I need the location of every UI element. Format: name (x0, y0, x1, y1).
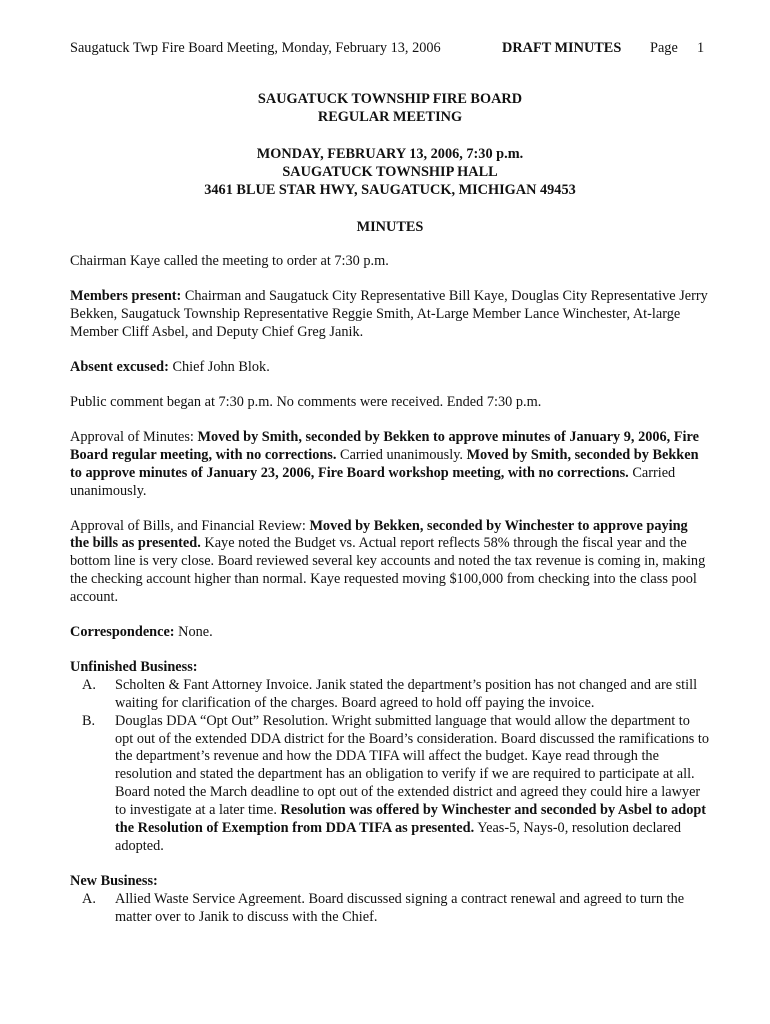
new-business-list (70, 891, 710, 927)
running-header (70, 40, 710, 62)
correspondence (70, 624, 710, 642)
unfinished-business (70, 659, 710, 856)
approval-of-minutes (70, 429, 710, 501)
new-business (70, 873, 710, 927)
list-marker: A. (82, 890, 96, 907)
members-present (70, 288, 710, 342)
title-board: SAUGATUCK TOWNSHIP FIRE BOARD (257, 91, 523, 107)
unfinished-heading: Unfinished Business: (70, 658, 198, 675)
minutes-motion-1: Moved by Smith, seconded by Bekken to approve minutes of January 9, 2006, Fire Board regular meeting, with no corrections. (70, 428, 699, 463)
list-item (70, 713, 710, 856)
members-present-text: Chairman and Saugatuck City Representative Bill Kaye, Douglas City Representative Jerry Bekken, Saugatuck Township Representative Reggie Smith, At-Large Member Lance Winchester, At-large Member Cliff Asbel, and Deputy Chief Greg Janik. (70, 288, 708, 341)
unfinished-b-result: Yeas-5, Nays-0, resolution declared adopted. (115, 820, 682, 854)
bills-text: Kaye noted the Budget vs. Actual report reflects 58% through the fiscal year and the bottom line is very close. Board reviewed several key accounts and noted the tax revenue is coming in, making the checking account higher than normal. Kaye requested moving $100,000 from checking into the class pool account. (70, 535, 706, 606)
absent-text: Chief John Blok. (168, 359, 270, 376)
unfinished-a-text: Scholten & Fant Attorney Invoice. Janik stated the department’s position has not changed and are still waiting for clarification of the charges. Board agreed to hold off paying the invoice. (115, 676, 698, 711)
absent-excused (70, 359, 710, 377)
header-draft-label: DRAFT MINUTES (502, 40, 622, 56)
document-page (70, 40, 710, 927)
title-block-2 (70, 146, 710, 200)
title-block-1 (70, 91, 710, 127)
minutes-motion-2: Moved by Smith, seconded by Bekken to approve minutes of January 23, 2006, Fire Board workshop meeting, with no corrections. (70, 446, 699, 481)
minutes-result-2: Carried unanimously. (70, 464, 676, 499)
correspondence-label: Correspondence: (70, 624, 175, 641)
list-marker: B. (82, 712, 96, 729)
members-present-label: Members present: (70, 288, 182, 305)
new-business-heading: New Business: (70, 872, 158, 889)
new-business-a-text: Allied Waste Service Agreement. Board discussed signing a contract renewal and agreed to turn the matter over to Janik to discuss with the Chief. (115, 890, 685, 925)
title-minutes: MINUTES (356, 218, 424, 235)
minutes-label: Approval of Minutes: (70, 428, 198, 445)
call-to-order: Chairman Kaye called the meeting to order at 7:30 p.m. (70, 253, 389, 270)
header-page-label: Page (650, 40, 678, 56)
header-meeting-title: Saugatuck Twp Fire Board Meeting, Monday, February 13, 2006 (70, 40, 441, 56)
approval-of-bills (70, 518, 710, 608)
title-meeting-type: REGULAR MEETING (317, 108, 463, 125)
title-address: 3461 BLUE STAR HWY, SAUGATUCK, MICHIGAN 49453 (204, 181, 576, 198)
unfinished-list (70, 677, 710, 856)
list-item (70, 891, 710, 927)
correspondence-text: None. (174, 624, 213, 641)
title-venue: SAUGATUCK TOWNSHIP HALL (282, 163, 498, 180)
header-page-number: 1 (697, 40, 705, 56)
bills-label: Approval of Bills, and Financial Review: (70, 517, 310, 534)
absent-label: Absent excused: (70, 359, 169, 376)
public-comment: Public comment began at 7:30 p.m. No comments were received. Ended 7:30 p.m. (70, 393, 542, 410)
unfinished-b-motion: Resolution was offered by Winchester and seconded by Asbel to adopt the Resolution of Exemption from DDA TIFA as presented. (115, 802, 707, 837)
list-marker: A. (82, 676, 96, 693)
title-date: MONDAY, FEBRUARY 13, 2006, 7:30 p.m. (256, 145, 524, 162)
unfinished-b-text: Douglas DDA “Opt Out” Resolution. Wright submitted language that would allow the department to opt out of the extended DDA district for the Board’s consideration. Board discussed the ramifications to the department’s revenue and how the DDA TIFA will affect the budget. Kaye read through the resolution and stated the department has an obligation to verify if we are required to participate at all. Board noted the March deadline to opt out of the extended district and agreed they could hire a lawyer to investigate at a later time. (115, 712, 709, 819)
list-item (70, 677, 710, 713)
bills-motion: Moved by Bekken, seconded by Winchester to approve paying the bills as presented. (70, 517, 688, 552)
minutes-result-1: Carried unanimously. (336, 446, 467, 463)
